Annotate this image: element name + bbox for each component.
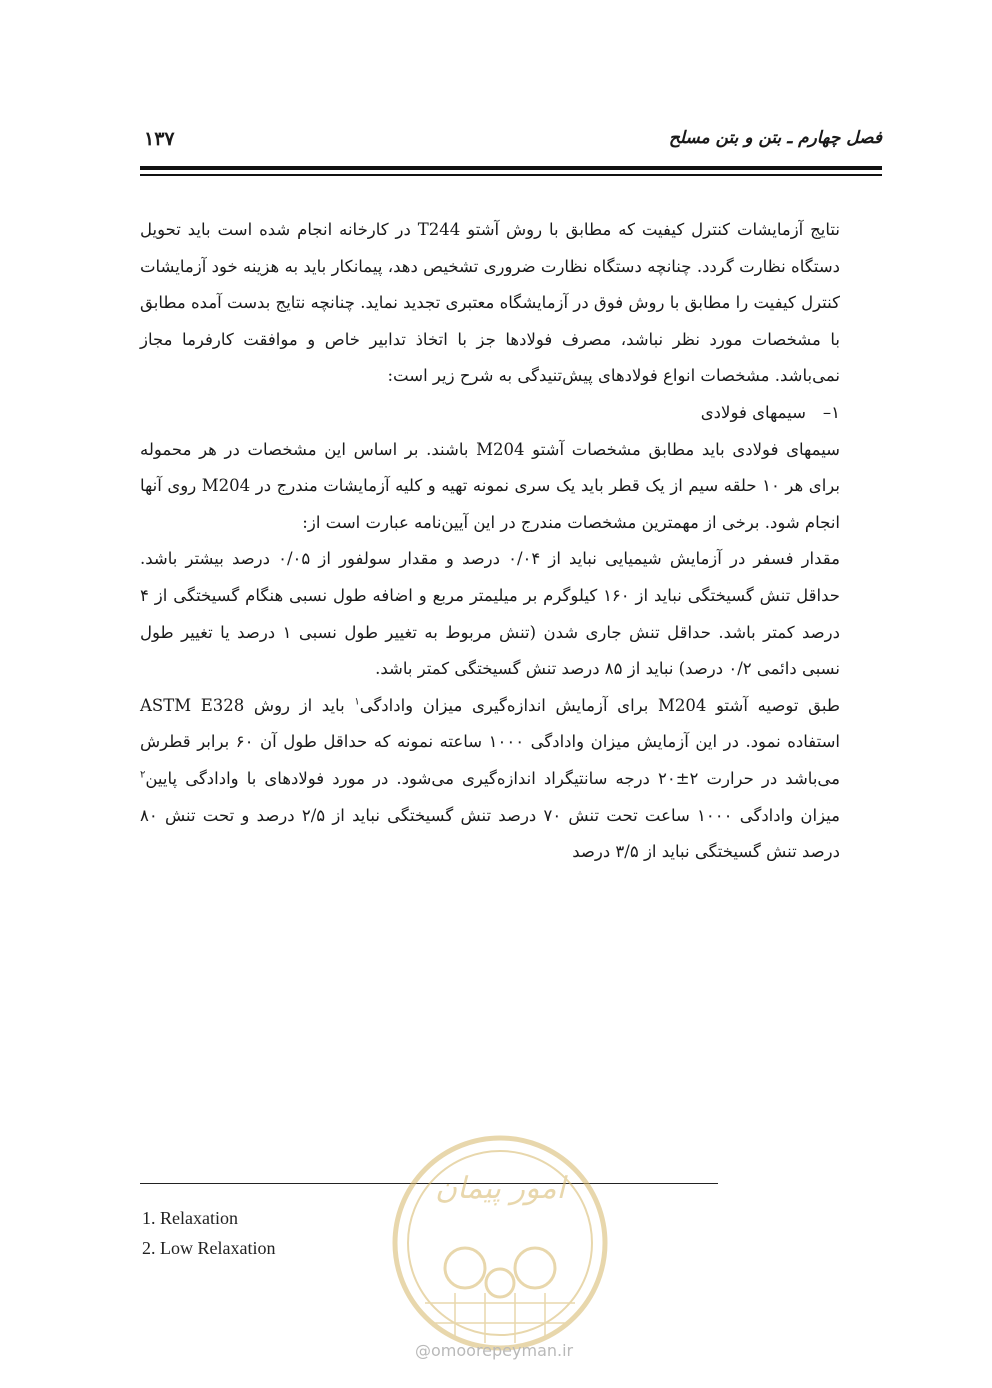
page-header <box>140 128 882 158</box>
relaxation-text-c: میزان وادادگی ۱۰۰۰ ساعت تحت تنش ۷۰ درصد تنش گسیختگی نباید از ۲/۵ درصد و تحت تنش ۸۰ درصد تنش گسیختگی نباید از ۳/۵ درصد <box>140 805 840 862</box>
relaxation-text-a: طبق توصیه آشتو M204 برای آزمایش اندازه‌گیری میزان وادادگی <box>359 695 841 715</box>
footnote-ref-1: ۱ <box>354 696 360 708</box>
footnotes <box>142 1203 275 1263</box>
paragraph-relaxation <box>140 688 840 871</box>
watermark-logo <box>385 1128 615 1358</box>
relaxation-text-b: باید از روش ASTM E328 استفاده نمود. در این آزمایش میزان وادادگی ۱۰۰۰ ساعته نمونه که حداقل طول آن ۶۰ برابر قطرش می‌باشد در حرارت ۲±۲۰ درجه سانتیگراد اندازه‌گیری می‌شود. در مورد فولادهای با وادادگی پایین <box>140 695 840 788</box>
paragraph-wire-spec: سیمهای فولادی باید مطابق مشخصات آشتو M204 باشند. بر اساس این مشخصات در هر محموله برای هر ۱۰ حلقه سیم از یک قطر باید یک سری نمونه تهیه و کلیه آزمایشات مندرج در M204 روی آنها انجام شود. برخی از مهمترین مشخصات مندرج در این آیین‌نامه عبارت است از: <box>140 439 840 532</box>
list-item-steel-wires <box>140 395 840 432</box>
footnote-ref-2: ۲ <box>140 769 146 781</box>
watermark-logo-text: امور پیمان <box>435 1171 565 1206</box>
list-item-label: سیمهای فولادی <box>700 402 806 422</box>
chapter-title: فصل چهارم ـ بتن و بتن مسلح <box>668 128 882 148</box>
paragraph-intro: نتایج آزمایشات کنترل کیفیت که مطابق با روش آشتو T244 در کارخانه انجام شده است باید تحویل دستگاه نظارت گردد. چنانچه دستگاه نظارت ضروری تشخیص دهد، پیمانکار باید به هزینه خود آزمایشات کنترل کیفیت را مطابق با روش فوق در آزمایشگاه معتبری تجدید نماید. چنانچه نتایج بدست آمده مطابق با مشخصات مورد نظر نباشد، مصرف فولادها جز با اتخاذ تدابیر خاص و موافقت کارفرما مجاز نمی‌باشد. مشخصات انواع فولادهای پیش‌تنیدگی به شرح زیر است: <box>140 220 841 386</box>
footnote-1: 1. Relaxation <box>142 1208 238 1228</box>
list-number: ۱– <box>822 402 840 422</box>
header-rule-thin <box>140 174 882 176</box>
watermark-url: @omoorepeyman.ir <box>415 1341 574 1360</box>
paragraph-chemical-limits: مقدار فسفر در آزمایش شیمیایی نباید از ۰/۰۴ درصد و مقدار سولفور از ۰/۰۵ درصد بیشتر باشد. حداقل تنش گسیختگی نباید از ۱۶۰ کیلوگرم بر میلیمتر مربع و اضافه طول نسبی هنگام گسیختگی از ۴ درصد کمتر باشد. حداقل تنش جاری شدن (تنش مربوط به تغییر طول نسبی ۱ درصد یا تغییر طول نسبی دائمی ۰/۲ درصد) نباید از ۸۵ درصد تنش گسیختگی کمتر باشد. <box>140 549 840 679</box>
footnote-2: 2. Low Relaxation <box>142 1238 276 1258</box>
page-number: ۱۳۷ <box>144 128 175 150</box>
body-text <box>140 212 840 871</box>
header-rule-thick <box>140 166 882 170</box>
